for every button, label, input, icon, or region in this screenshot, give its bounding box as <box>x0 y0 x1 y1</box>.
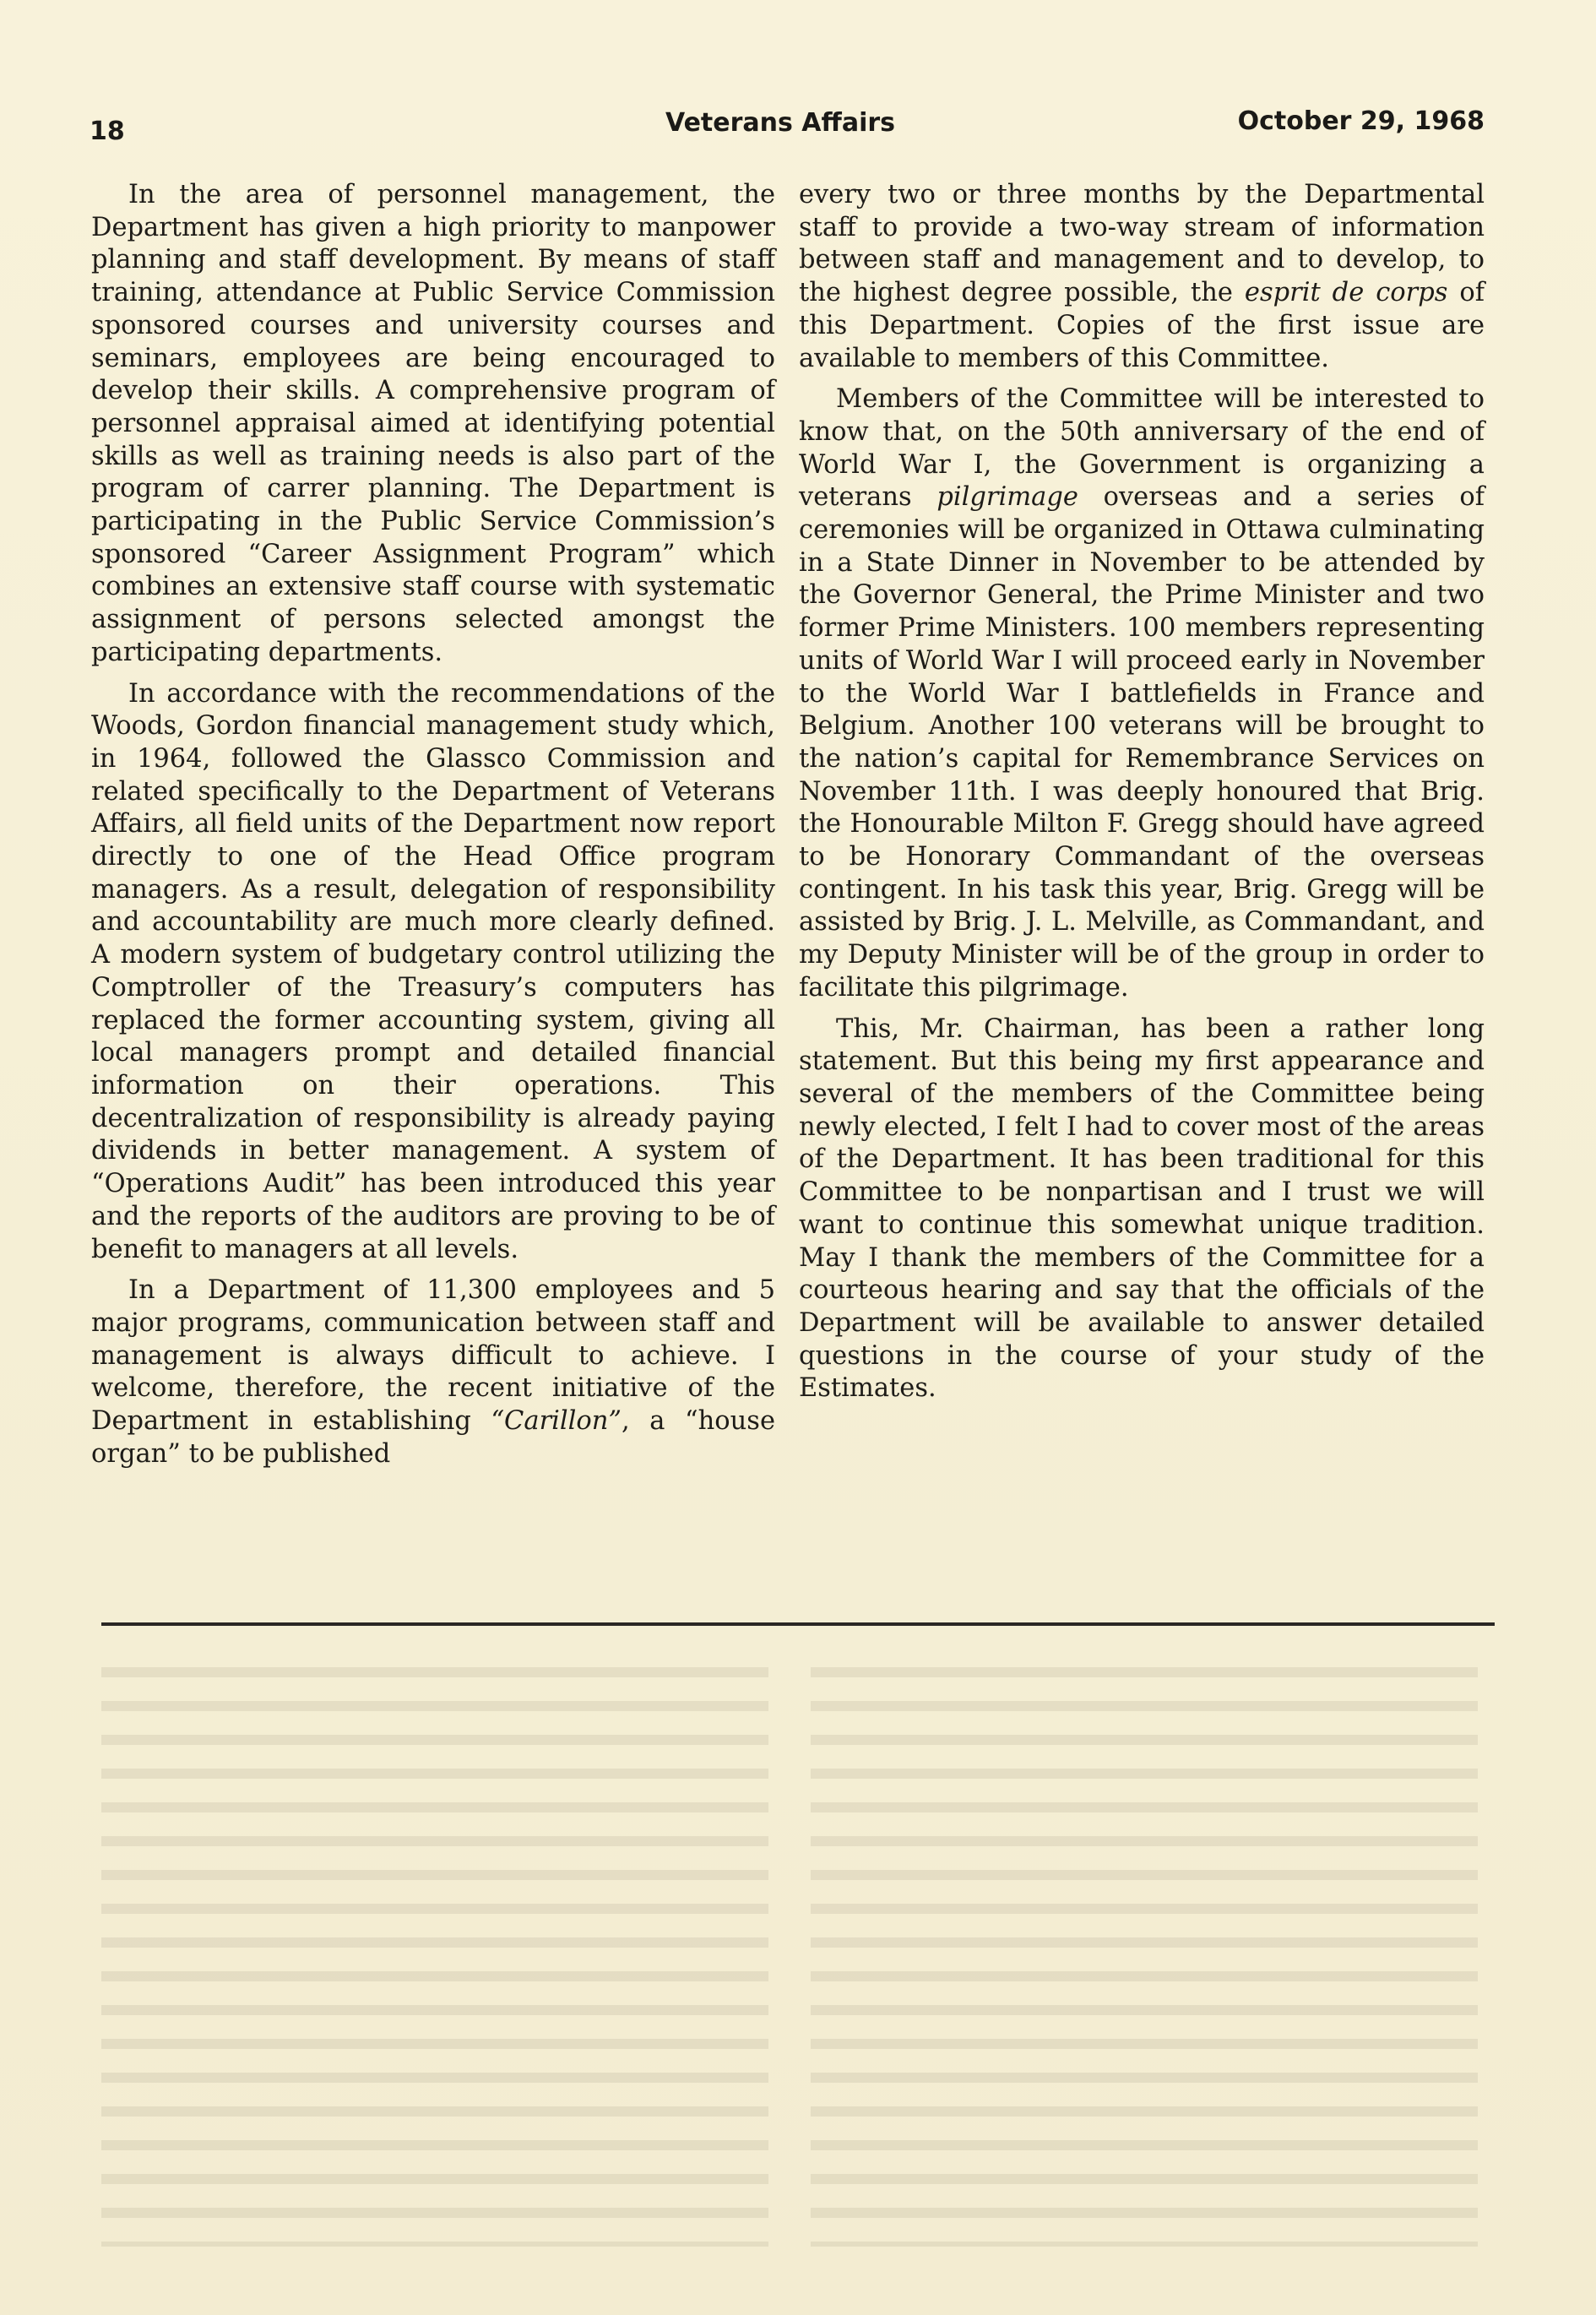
show-through-texture <box>101 1655 1495 2247</box>
show-through-right <box>811 1655 1478 2247</box>
carillon-title: “Carillon” <box>491 1406 622 1437</box>
paragraph-communication <box>91 1274 775 1470</box>
paragraph-text: every two or three months by the Departmental staff to provide a two-way stream of information between staff and management and to develop, to the highest degree possible, the <box>799 180 1485 308</box>
issue-date: October 29, 1968 <box>1237 106 1485 136</box>
page-header <box>90 103 1485 145</box>
right-column <box>799 179 1485 1414</box>
show-through-left <box>101 1655 768 2247</box>
journal-title: Veterans Affairs <box>665 108 896 138</box>
paragraph-personnel-management: In the area of personnel management, the Department has given a high priority to manpower planning and staff development. By means of staff training, attendance at Public Service Commission sponsored courses and university courses and seminars, employees are being encouraged to develop their skills. A comprehensive program of personnel appraisal aimed at identifying potential skills as well as training needs is also part of the program of carrer planning. The Department is participating in the Public Service Commission’s sponsored “Career Assignment Program” which combines an extensive staff course with systematic assignment of persons selected amongst the participating departments. <box>91 180 775 667</box>
paragraph-closing: This, Mr. Chairman, has been a rather long statement. But this being my first appearance and several of the members of the Committee being newly elected, I felt I had to cover most of the areas of the Department. It has been traditional for this Committee to be nonpartisan and I trust we will want to continue this somewhat unique tradition. May I thank the members of the Committee for a courteous hearing and say that the officials of the Department will be available to answer detailed questions in the course of your study of the Estimates. <box>799 1013 1485 1404</box>
esprit-de-corps-phrase: esprit de corps <box>1244 278 1448 308</box>
section-divider <box>101 1622 1495 1626</box>
paragraph-text: overseas and a series of ceremonies will be organized in Ottawa culminating in a State Dinner in November to be attended by the Governor General, the Prime Minister and two former Prime Ministers. 100 members representing units of World War I will proceed early in November to the World War I battlefields in France and Belgium. Another 100 veterans will be brought to the nation’s capital for Remembrance Services on November 11th. I was deeply honoured that Brig. the Honourable Milton F. Gregg should have agreed to be Honorary Commandant of the overseas contingent. In his task this year, Brig. Gregg will be assisted by Brig. J. L. Melville, as Commandant, and my Deputy Minister will be of the group in order to facilitate this pilgrimage. <box>799 482 1485 1003</box>
paragraph-pilgrimage <box>799 383 1485 1004</box>
paragraph-text: Members of the Committee will be interested to know that, on the 50th anniversary of the end of World War I, the Government is organizing a veterans <box>799 384 1485 513</box>
paragraph-financial-management: In accordance with the recommendations of the Woods, Gordon financial management study which, in 1964, followed the Glassco Commission and related specifically to the Department of Veterans Affairs, all field units of the Department now report directly to one of the Head Office program managers. As a result, delegation of responsibility and accountability are much more clearly defined. A modern system of budgetary control utilizing the Comptroller of the Treasury’s computers has replaced the former accounting system, giving all local managers prompt and detailed financial information on their operations. This decentralization of responsibility is already paying dividends in better management. A system of “Operations Audit” has been introduced this year and the reports of the auditors are proving to be of benefit to managers at all levels. <box>91 678 775 1264</box>
paragraph-text: , a “house organ” to be published <box>91 1406 775 1469</box>
page-number: 18 <box>90 117 125 146</box>
pilgrimage-word: pilgrimage <box>936 482 1078 513</box>
left-column <box>91 179 775 1479</box>
paragraph-house-organ <box>799 179 1485 375</box>
paragraph-text: In a Department of 11,300 employees and 5 major programs, communication between staff and management is always difficult to achieve. I welcome, therefore, the recent initiative of the Department in establishing <box>91 1275 775 1437</box>
paragraph-text: of this Department. Copies of the first issue are available to members of this Committee. <box>799 278 1485 373</box>
